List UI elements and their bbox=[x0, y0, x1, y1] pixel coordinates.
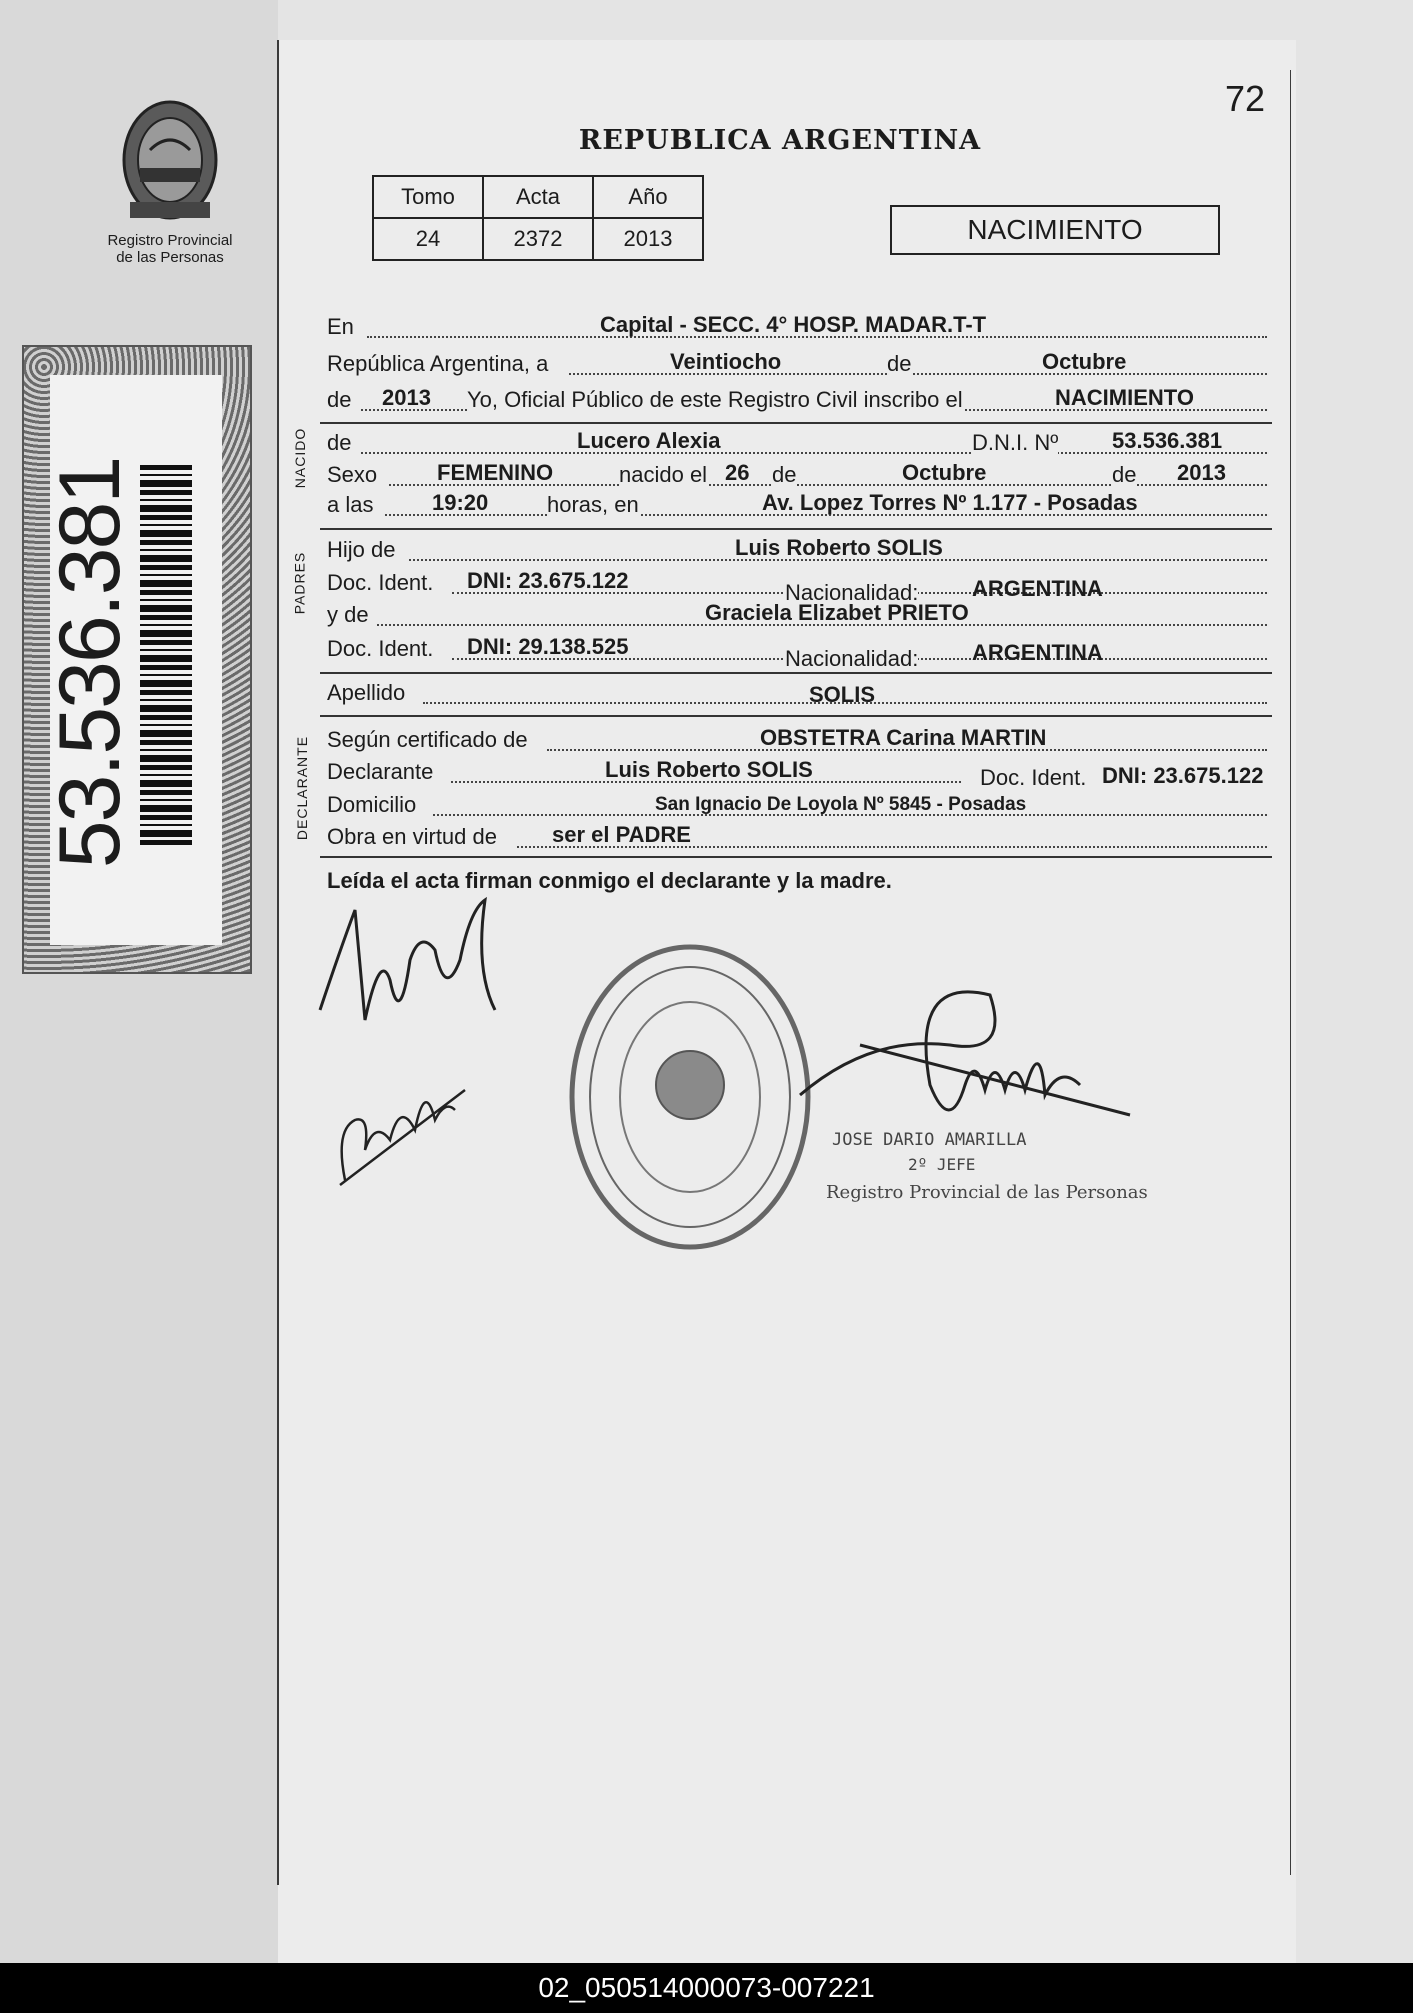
row-nacido-sexo bbox=[327, 460, 1272, 490]
anio-acta-value: 2013 bbox=[382, 385, 431, 410]
de-label: de bbox=[772, 462, 797, 487]
nacionalidad-label: Nacionalidad: bbox=[785, 646, 919, 671]
doc-ident-label: Doc. Ident. bbox=[327, 570, 434, 595]
official-org: Registro Provincial de las Personas bbox=[826, 1182, 1148, 1203]
republica-label: República Argentina, a bbox=[327, 351, 549, 376]
nacido-de-label: de bbox=[327, 430, 352, 455]
domicilio-value: San Ignacio De Loyola Nº 5845 - Posadas bbox=[655, 794, 1027, 815]
horas-en-label: horas, en bbox=[547, 492, 639, 517]
barcode-bars bbox=[140, 465, 192, 845]
closing-statement: Leída el acta firman conmigo el declarante y la madre. bbox=[327, 868, 892, 893]
doc-type-box: NACIMIENTO bbox=[890, 205, 1220, 255]
de-label: de bbox=[887, 351, 912, 376]
madre-nacionalidad-value: ARGENTINA bbox=[972, 640, 1103, 665]
mes-value: Octubre bbox=[902, 460, 987, 485]
row-apellido bbox=[327, 678, 1272, 708]
sexo-value: FEMENINO bbox=[437, 460, 554, 485]
declarante-value: Luis Roberto SOLIS bbox=[605, 757, 813, 782]
anio-value: 2013 bbox=[593, 218, 703, 260]
madre-doc-value: DNI: 29.138.525 bbox=[467, 634, 629, 659]
row-hijo-de bbox=[327, 535, 1272, 565]
padre-nombre-value: Luis Roberto SOLIS bbox=[735, 535, 943, 560]
row-nacido-nombre bbox=[327, 428, 1272, 458]
certificado-value: OBSTETRA Carina MARTIN bbox=[760, 725, 1047, 750]
en-label: En bbox=[327, 314, 354, 339]
doc-ident-label: Doc. Ident. bbox=[327, 636, 434, 661]
row-nacido-hora bbox=[327, 490, 1272, 520]
left-rule bbox=[277, 40, 279, 1885]
nacido-el-label: nacido el bbox=[619, 462, 708, 487]
left-margin bbox=[0, 0, 278, 1963]
dni-value: 53.536.381 bbox=[1112, 428, 1223, 453]
registry-table bbox=[372, 175, 704, 261]
official-name: JOSE DARIO AMARILLA bbox=[832, 1130, 1027, 1150]
section-separator bbox=[320, 715, 1272, 717]
mother-signature bbox=[325, 1060, 485, 1190]
acta-value: 2372 bbox=[483, 218, 593, 260]
sexo-label: Sexo bbox=[327, 462, 378, 487]
section-separator bbox=[320, 422, 1272, 424]
row-republica bbox=[327, 349, 1272, 379]
declarante-label: Declarante bbox=[327, 759, 434, 784]
en-value: Capital - SECC. 4° HOSP. MADAR.T-T bbox=[600, 312, 987, 337]
tomo-header: Tomo bbox=[373, 176, 483, 218]
nacido-section-label: NACIDO bbox=[292, 427, 309, 489]
obra-label: Obra en virtud de bbox=[327, 824, 497, 849]
section-separator bbox=[320, 528, 1272, 530]
declarante-doc-label: Doc. Ident. bbox=[980, 765, 1087, 790]
padre-doc-value: DNI: 23.675.122 bbox=[467, 568, 629, 593]
dia-value: 26 bbox=[725, 460, 750, 485]
row-segun bbox=[327, 725, 1272, 755]
row-padre-doc bbox=[327, 568, 1272, 605]
padre-nacionalidad-value: ARGENTINA bbox=[972, 576, 1103, 601]
row-obra bbox=[327, 822, 1272, 852]
section-separator bbox=[320, 672, 1272, 674]
row-domicilio bbox=[327, 790, 1272, 820]
domicilio-label: Domicilio bbox=[327, 792, 417, 817]
acta-header: Acta bbox=[483, 176, 593, 218]
apellido-label: Apellido bbox=[327, 680, 406, 705]
anio-header: Año bbox=[593, 176, 703, 218]
madre-nombre-value: Graciela Elizabet PRIETO bbox=[705, 600, 969, 625]
lugar-value: Av. Lopez Torres Nº 1.177 - Posadas bbox=[762, 490, 1138, 515]
logo-line: Registro Provincial bbox=[107, 232, 233, 249]
province-seal-icon bbox=[110, 90, 230, 230]
obra-value: ser el PADRE bbox=[552, 822, 691, 847]
dia-letras-value: Veintiocho bbox=[670, 349, 782, 374]
section-separator bbox=[320, 856, 1272, 858]
page-number: 72 bbox=[1225, 78, 1266, 119]
logo-line: de las Personas bbox=[116, 249, 224, 266]
declarant-signature bbox=[310, 890, 510, 1050]
declarante-doc-value: DNI: 23.675.122 bbox=[1102, 763, 1264, 788]
declarante-section-label: DECLARANTE bbox=[294, 735, 311, 841]
de-label: de bbox=[1112, 462, 1137, 487]
row-declarante bbox=[327, 757, 1272, 790]
nacionalidad-label: Nacionalidad: bbox=[785, 580, 919, 605]
hijo-de-label: Hijo de bbox=[327, 537, 396, 562]
dni-label: D.N.I. Nº bbox=[972, 430, 1059, 455]
padres-section-label: PADRES bbox=[291, 551, 308, 615]
apellido-value: SOLIS bbox=[809, 682, 876, 707]
barcode-number: 53.536.381 bbox=[42, 457, 138, 869]
oficial-text: Yo, Oficial Público de este Registro Civil inscribo el bbox=[467, 387, 963, 412]
file-id-footer: 02_050514000073-007221 bbox=[0, 1963, 1413, 2013]
logo-caption bbox=[85, 232, 255, 266]
nombre-value: Lucero Alexia bbox=[577, 428, 721, 453]
hora-value: 19:20 bbox=[432, 490, 489, 515]
row-madre-doc bbox=[327, 634, 1272, 671]
tomo-value: 24 bbox=[373, 218, 483, 260]
anio-value: 2013 bbox=[1177, 460, 1226, 485]
de-label: de bbox=[327, 387, 352, 412]
document-title: REPUBLICA ARGENTINA bbox=[578, 125, 982, 156]
official-signature bbox=[790, 975, 1150, 1155]
tipo-value: NACIMIENTO bbox=[1055, 385, 1194, 410]
mes-value: Octubre bbox=[1042, 349, 1127, 374]
y-de-label: y de bbox=[327, 602, 369, 627]
segun-label: Según certificado de bbox=[327, 727, 528, 752]
official-stamp-icon bbox=[565, 940, 815, 1255]
a-las-label: a las bbox=[327, 492, 374, 517]
official-role: 2º JEFE bbox=[908, 1155, 976, 1174]
right-rule bbox=[1290, 70, 1291, 1875]
row-oficial bbox=[327, 385, 1272, 415]
row-y-de bbox=[327, 600, 1272, 630]
row-en bbox=[327, 312, 1272, 342]
